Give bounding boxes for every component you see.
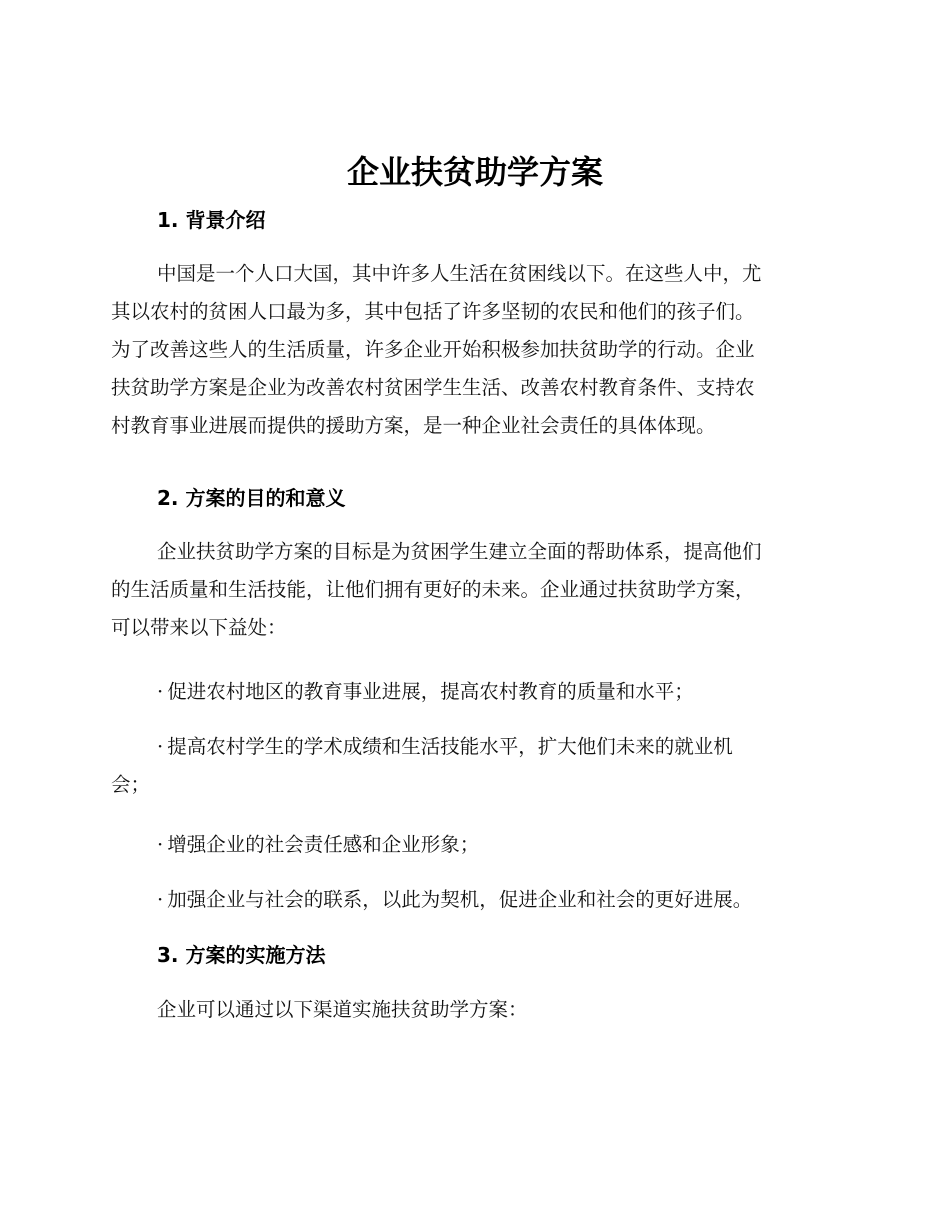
bullet-text: 加强企业与社会的联系，以此为契机，促进企业和社会的更好进展。 — [167, 888, 753, 911]
section-paragraph-background — [111, 258, 833, 442]
bullet-marker: · — [157, 833, 164, 856]
section-paragraph-implementation — [111, 994, 833, 1026]
document-title: 企业扶贫助学方案 — [346, 153, 603, 191]
paragraph-line: 其以农村的贫困人口最为多，其中包括了许多坚韧的农民和他们的孩子们。 — [111, 300, 755, 323]
bullet-item — [111, 676, 833, 708]
paragraph-line: 企业可以通过以下渠道实施扶贫助学方案： — [157, 998, 528, 1021]
paragraph-line: 村教育事业进展而提供的援助方案，是一种企业社会责任的具体体现。 — [111, 414, 716, 437]
bullet-text: 促进农村地区的教育事业进展，提高农村教育的质量和水平； — [167, 680, 694, 703]
section-heading-background: 1. 背景介绍 — [157, 208, 266, 232]
bullet-marker: · — [157, 888, 164, 911]
paragraph-line: 扶贫助学方案是企业为改善农村贫困学生生活、改善农村教育条件、支持农 — [111, 376, 755, 399]
paragraph-line: 的生活质量和生活技能，让他们拥有更好的未来。企业通过扶贫助学方案， — [111, 578, 755, 601]
bullet-marker: · — [157, 735, 164, 758]
bullet-item — [111, 731, 833, 801]
section-heading-implementation: 3. 方案的实施方法 — [157, 943, 326, 967]
bullet-item — [111, 829, 833, 861]
section-paragraph-purpose — [111, 536, 833, 644]
bullet-text: 提高农村学生的学术成绩和生活技能水平，扩大他们未来的就业机 — [167, 735, 733, 758]
bullet-item — [111, 884, 833, 916]
bullet-text: 会； — [111, 773, 151, 796]
bullet-text: 增强企业的社会责任感和企业形象； — [167, 833, 480, 856]
paragraph-line: 为了改善这些人的生活质量，许多企业开始积极参加扶贫助学的行动。企业 — [111, 338, 755, 361]
paragraph-line: 企业扶贫助学方案的目标是为贫困学生建立全面的帮助体系，提高他们 — [157, 540, 762, 563]
paragraph-line: 中国是一个人口大国，其中许多人生活在贫困线以下。在这些人中，尤 — [157, 262, 762, 285]
section-heading-purpose: 2. 方案的目的和意义 — [157, 486, 346, 510]
paragraph-line: 可以带来以下益处： — [111, 616, 287, 639]
bullet-marker: · — [157, 680, 164, 703]
